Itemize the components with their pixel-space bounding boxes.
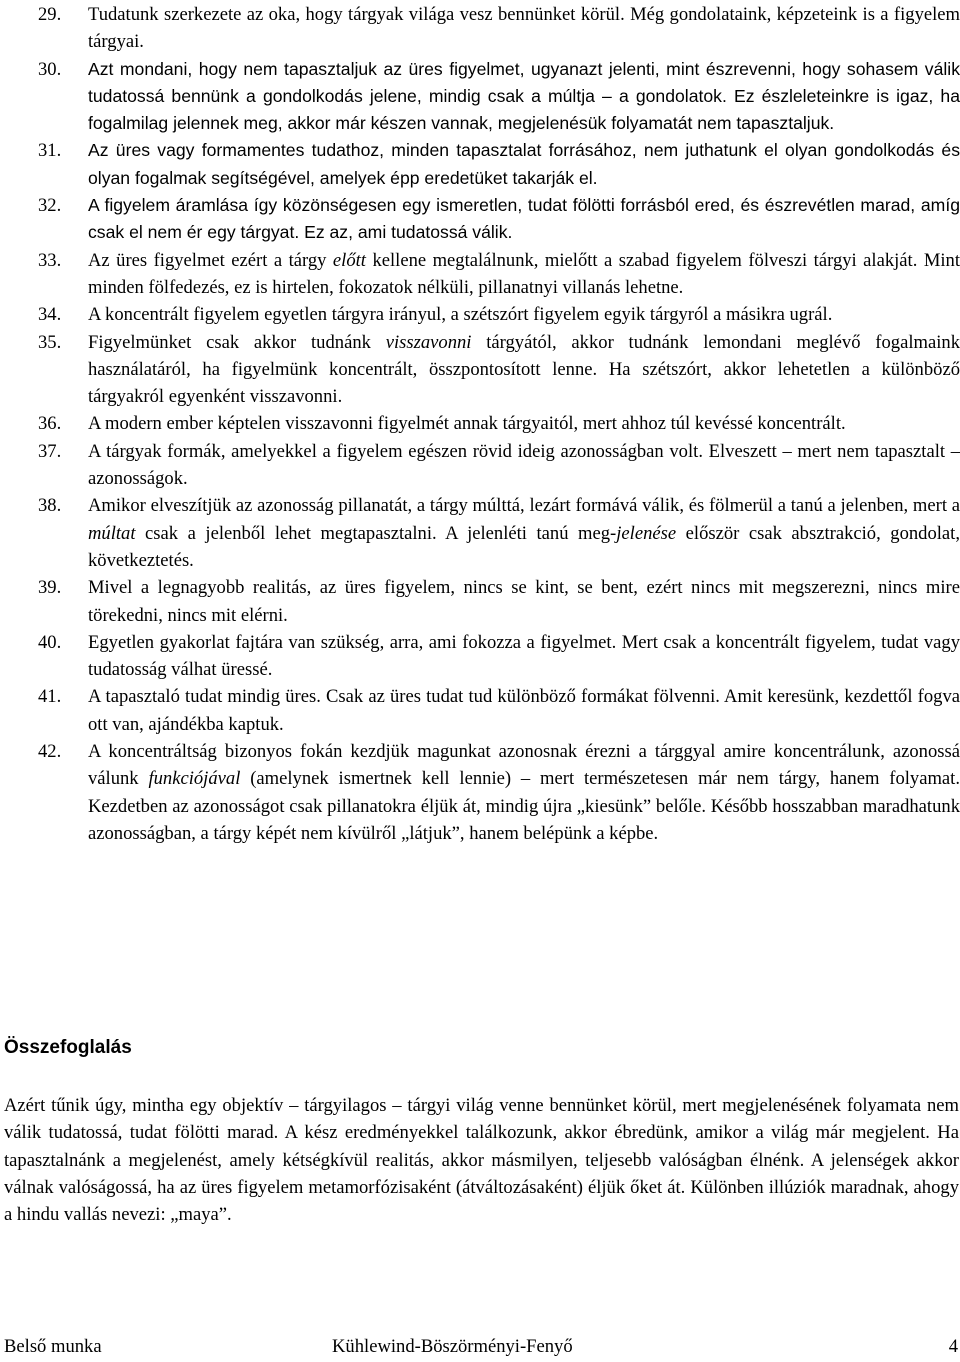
page-number: 4: [948, 1336, 958, 1357]
numbered-list: [38, 1, 960, 847]
list-item: [38, 301, 960, 328]
list-item: [38, 56, 960, 138]
text-run: Figyelmünket csak akkor tudnánk: [88, 331, 386, 353]
text-run: Amikor elveszítjük az azonosság pillanatát, a tárgy múlttá, lezárt formává válik, és fölmerül a tanú a jelenben, mert a: [88, 495, 960, 517]
text-run: csak a jelenből lehet megtapasztalni. A jelenléti tanú meg-: [135, 522, 617, 544]
emphasized-text: előtt: [332, 249, 366, 271]
item-number: 34.: [38, 304, 62, 326]
summary-paragraph: Azért tűnik úgy, mintha egy objektív – tárgyilagos – tárgyi világ venne bennünket körül, mert megjelenésének folyamata nem válik tudatossá, tudat fölötti marad. A kész eredményekkel találkozunk, akkor ébredünk, amikor a világ már megjelent. Ha tapasztalnánk a megjelenést, amely kétségkívül realitás, akkor másmilyen, teljesebb valóságban élnénk. A jelenségek akkor válnak valóságossá, ha az üres figyelem metamorfózisaként (átváltozásaként) éljük őket át. Különben illúziók maradnak, ahogy a hindu vallás nevezi: „maya”.: [4, 1095, 959, 1226]
item-text: [88, 441, 960, 489]
item-text: [88, 413, 846, 434]
item-text: [88, 632, 960, 680]
item-text: [88, 577, 960, 625]
item-number: 40.: [38, 631, 62, 653]
footer-title: Belső munka: [4, 1336, 102, 1357]
item-number: 37.: [38, 440, 62, 462]
item-text: [88, 495, 960, 571]
item-number: 31.: [38, 140, 62, 162]
list-item: [38, 629, 960, 684]
item-number: 32.: [38, 195, 62, 217]
item-text: [88, 59, 960, 135]
text-run: Tudatunk szerkezete az oka, hogy tárgyak világa vesz bennünket körül. Még gondolataink, képzeteink is a figyelem tárgyai.: [88, 4, 960, 53]
list-item: [38, 683, 960, 738]
item-text: [88, 332, 960, 408]
text-run: A tapasztaló tudat mindig üres. Csak az üres tudat tud különböző formákat fölvenni. Amit keresünk, kezdettől fogva ott van, ajándékba kaptuk.: [88, 686, 960, 735]
list-item: [38, 492, 960, 574]
list-item: [38, 1, 960, 56]
text-run: tárgyától, akkor tudnánk lemondani meglévő fogalmaink használatáról, ha figyelmünk koncentrált, összpontosított lenne. Ha szétszórt, akkor lehetetlen a különböző tárgyakról egyenként visszavonni.: [88, 331, 960, 408]
list-item: [38, 438, 960, 493]
item-number: 35.: [38, 331, 62, 353]
list-item: [38, 137, 960, 192]
list-item: [38, 410, 960, 437]
text-run: először csak absztrakció, gondolat, következtetés.: [88, 522, 960, 571]
item-text: [88, 741, 960, 844]
item-text: [88, 4, 960, 52]
item-number: 36.: [38, 413, 62, 435]
item-text: [88, 250, 960, 298]
text-run: Az üres vagy formamentes tudathoz, minden tapasztalat forrásához, nem juthatunk el olyan gondolkodás és olyan fogalmak segítségével, amelyek épp eredetüket takarják el.: [88, 140, 960, 188]
list-item: [38, 192, 960, 247]
item-number: 30.: [38, 58, 62, 80]
item-text: [88, 686, 960, 734]
text-run: (amelynek ismertnek kell lennie) – mert természetesen már nem tárgy, hanem folyamat. Kezdetben az azonosságot csak pillanatokra éljük át, mindig újra „kiesünk” belőle. Később hosszabban maradhatunk azonosságban, a tárgy képét nem kívülről „látjuk”, hanem belépünk a képbe.: [88, 768, 960, 844]
item-number: 41.: [38, 686, 62, 708]
list-item: [38, 574, 960, 629]
text-run: Azt mondani, hogy nem tapasztaljuk az üres figyelmet, ugyanazt jelenti, mint észrevenni, hogy sohasem válik tudatossá bennünk a gondolkodás jelene, mindig csak a múltja – a gondolatok. Ez észleleteinkre is igaz, ha fogalmilag jelennek meg, akkor már készen vannak, megjelenésük folyamatát nem tapasztaljuk.: [88, 58, 960, 134]
item-number: 39.: [38, 577, 62, 599]
emphasized-text: jelenése: [616, 522, 677, 544]
text-run: Egyetlen gyakorlat fajtára van szükség, arra, ami fokozza a figyelmet. Mert csak a koncentrált figyelem, tudat vagy tudatosság válhat üressé.: [88, 631, 960, 681]
text-run: Mivel a legnagyobb realitás, az üres figyelem, nincs se kint, se bent, ezért nincs mit megszerezni, nincs mire törekedni, nincs mit elérni.: [88, 577, 960, 626]
text-run: A modern ember képtelen visszavonni figyelmét annak tárgyaitól, mert ahhoz túl kevéssé koncentrált.: [88, 413, 846, 435]
item-number: 42.: [38, 741, 62, 763]
item-number: 29.: [38, 4, 62, 25]
text-run: A koncentrált figyelem egyetlen tárgyra irányul, a szétszórt figyelem egyik tárgyról a másikra ugrál.: [88, 304, 833, 326]
item-text: [88, 304, 832, 325]
item-text: [88, 140, 960, 188]
list-item: [38, 247, 960, 302]
emphasized-text: funkciójával: [148, 768, 241, 790]
text-run: A tárgyak formák, amelyekkel a figyelem egészen rövid ideig azonosságban volt. Elveszett – mert nem tapasztalt – azonosságok.: [88, 440, 960, 490]
item-text: [88, 195, 960, 243]
item-number: 33.: [38, 249, 62, 271]
item-number: 38.: [38, 495, 62, 517]
emphasized-text: visszavonni: [385, 331, 472, 353]
text-run: kellene megtalálnunk, mielőtt a szabad figyelem fölveszi tárgyi alakját. Mint minden fölfedezés, ez is hirtelen, fokozatok nélküli, pillanatnyi villanás lehetne.: [88, 249, 960, 298]
text-run: Az üres figyelmet ezért a tárgy: [88, 249, 333, 271]
text-run: A figyelem áramlása így közönségesen egy ismeretlen, tudat fölötti forrásból ered, és észrevétlen marad, amíg csak el nem ér egy tárgyat. Ez az, ami tudatossá válik.: [88, 195, 960, 243]
footer-authors: Kühlewind-Böszörményi-Fenyő: [332, 1336, 573, 1357]
section-heading: Összefoglalás: [4, 1037, 132, 1058]
text-run: A koncentráltság bizonyos fokán kezdjük magunkat azonosnak érezni a tárggyal amire koncentrálunk, azonossá válunk: [88, 741, 960, 790]
list-item: [38, 329, 960, 411]
list-item: [38, 738, 960, 847]
emphasized-text: múltat: [88, 522, 136, 544]
